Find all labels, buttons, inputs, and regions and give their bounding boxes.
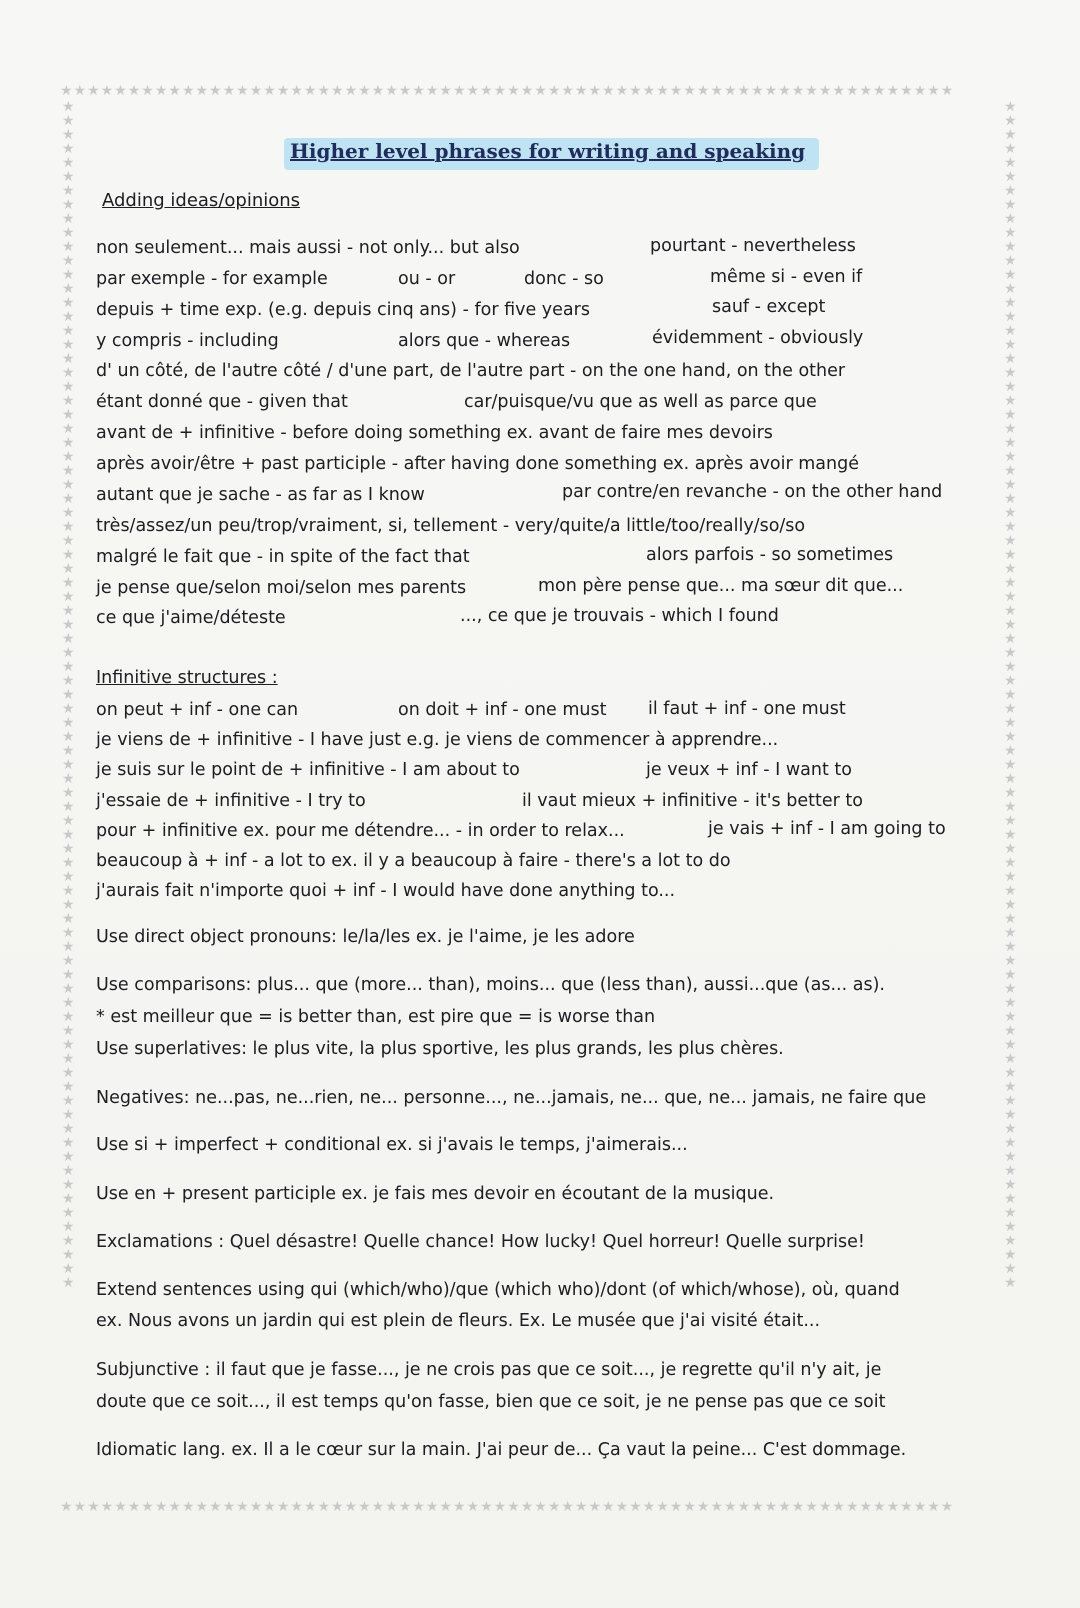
- phrase-line: il faut + inf - one must: [648, 699, 846, 719]
- section-heading-infinitive: Infinitive structures :: [96, 668, 278, 688]
- tip-line: Negatives: ne...pas, ne...rien, ne... personne..., ne...jamais, ne... que, ne... jamais, ne faire que: [96, 1088, 927, 1108]
- star-border-bottom: ★★★★★★★★★★★★★★★★★★★★★★★★★★★★★★★★★★★★★★★★★★★★★★★★★★★★★★★★★★★★★★★★★★: [60, 1500, 955, 1515]
- phrase-line: car/puisque/vu que as well as parce que: [464, 392, 817, 412]
- tip-line: Use superlatives: le plus vite, la plus sportive, les plus grands, les plus chères.: [96, 1039, 784, 1059]
- phrase-line: j'aurais fait n'importe quoi + inf - I would have done anything to...: [96, 881, 676, 901]
- tip-line: Extend sentences using qui (which/who)/que (which who)/dont (of which/whose), où, quand: [96, 1280, 900, 1300]
- star-border-right: ★★★★★★★★★★★★★★★★★★★★★★★★★★★★★★★★★★★★★★★★★★★★★★★★★★★★★★★★★★★★★★★★★★★★★★★★★★★★★★★★★★★★★: [1004, 100, 1018, 1291]
- phrase-line: on doit + inf - one must: [398, 700, 607, 720]
- phrase-line: donc - so: [524, 269, 604, 289]
- phrase-line: je veux + inf - I want to: [646, 760, 852, 780]
- tip-line: Use si + imperfect + conditional ex. si j'avais le temps, j'aimerais...: [96, 1135, 688, 1155]
- phrase-line: y compris - including: [96, 331, 279, 351]
- phrase-line: on peut + inf - one can: [96, 700, 299, 720]
- phrase-line: malgré le fait que - in spite of the fact that: [96, 547, 470, 567]
- phrase-line: par exemple - for example: [96, 269, 328, 289]
- phrase-line: très/assez/un peu/trop/vraiment, si, tellement - very/quite/a little/too/really/so/so: [96, 516, 806, 536]
- phrase-line: avant de + infinitive - before doing something ex. avant de faire mes devoirs: [96, 423, 773, 443]
- phrase-line: je suis sur le point de + infinitive - I am about to: [96, 760, 520, 780]
- section-heading-adding-ideas: Adding ideas/opinions: [102, 190, 301, 211]
- phrase-line: alors que - whereas: [398, 331, 571, 351]
- tip-line: Use direct object pronouns: le/la/les ex. je l'aime, je les adore: [96, 927, 635, 947]
- tip-line: Use comparisons: plus... que (more... than), moins... que (less than), aussi...que (as... as).: [96, 975, 885, 995]
- phrase-line: d' un côté, de l'autre côté / d'une part, de l'autre part - on the one hand, on the other: [96, 361, 846, 381]
- star-border-left: ★★★★★★★★★★★★★★★★★★★★★★★★★★★★★★★★★★★★★★★★★★★★★★★★★★★★★★★★★★★★★★★★★★★★★★★★★★★★★★★★★★★★★: [62, 100, 76, 1291]
- page-title: Higher level phrases for writing and speaking: [284, 138, 819, 170]
- phrase-line: ce que j'aime/déteste: [96, 608, 286, 628]
- phrase-line: par contre/en revanche - on the other hand: [562, 482, 943, 502]
- phrase-line: beaucoup à + inf - a lot to ex. il y a beaucoup à faire - there's a lot to do: [96, 851, 731, 871]
- phrase-line: il vaut mieux + infinitive - it's better to: [522, 791, 863, 811]
- phrase-line: autant que je sache - as far as I know: [96, 485, 425, 505]
- phrase-line: non seulement... mais aussi - not only... but also: [96, 238, 520, 258]
- phrase-line: ..., ce que je trouvais - which I found: [460, 606, 779, 626]
- phrase-line: mon père pense que... ma sœur dit que...: [538, 576, 904, 596]
- phrase-line: même si - even if: [710, 267, 863, 287]
- phrase-line: je viens de + infinitive - I have just e.g. je viens de commencer à apprendre...: [96, 730, 779, 750]
- tip-line: * est meilleur que = is better than, est pire que = is worse than: [96, 1007, 656, 1027]
- tip-line: ex. Nous avons un jardin qui est plein de fleurs. Ex. Le musée que j'ai visité était...: [96, 1311, 821, 1331]
- tip-line: Subjunctive : il faut que je fasse..., je ne crois pas que ce soit..., je regrette qu'il n'y ait, je: [96, 1360, 882, 1380]
- tip-line: Idiomatic lang. ex. Il a le cœur sur la main. J'ai peur de... Ça vaut la peine... C'est dommage.: [96, 1440, 907, 1460]
- phrase-line: pour + infinitive ex. pour me détendre... - in order to relax...: [96, 821, 625, 841]
- star-border-top: ★★★★★★★★★★★★★★★★★★★★★★★★★★★★★★★★★★★★★★★★★★★★★★★★★★★★★★★★★★★★★★★★★★: [60, 84, 955, 99]
- phrase-line: évidemment - obviously: [652, 328, 864, 348]
- phrase-line: pourtant - nevertheless: [650, 236, 856, 256]
- phrase-line: je pense que/selon moi/selon mes parents: [96, 578, 467, 598]
- tip-line: Use en + present participle ex. je fais mes devoir en écoutant de la musique.: [96, 1184, 775, 1204]
- tip-line: doute que ce soit..., il est temps qu'on fasse, bien que ce soit, je ne pense pas que ce soit: [96, 1392, 886, 1412]
- phrase-line: étant donné que - given that: [96, 392, 348, 412]
- phrase-line: après avoir/être + past participle - after having done something ex. après avoir mangé: [96, 454, 859, 474]
- phrase-line: j'essaie de + infinitive - I try to: [96, 791, 366, 811]
- phrase-line: ou - or: [398, 269, 456, 289]
- tip-line: Exclamations : Quel désastre! Quelle chance! How lucky! Quel horreur! Quelle surprise!: [96, 1232, 865, 1252]
- phrase-line: alors parfois - so sometimes: [646, 545, 894, 565]
- phrase-line: je vais + inf - I am going to: [708, 819, 946, 839]
- phrase-line: sauf - except: [712, 297, 826, 317]
- phrase-line: depuis + time exp. (e.g. depuis cinq ans) - for five years: [96, 300, 590, 320]
